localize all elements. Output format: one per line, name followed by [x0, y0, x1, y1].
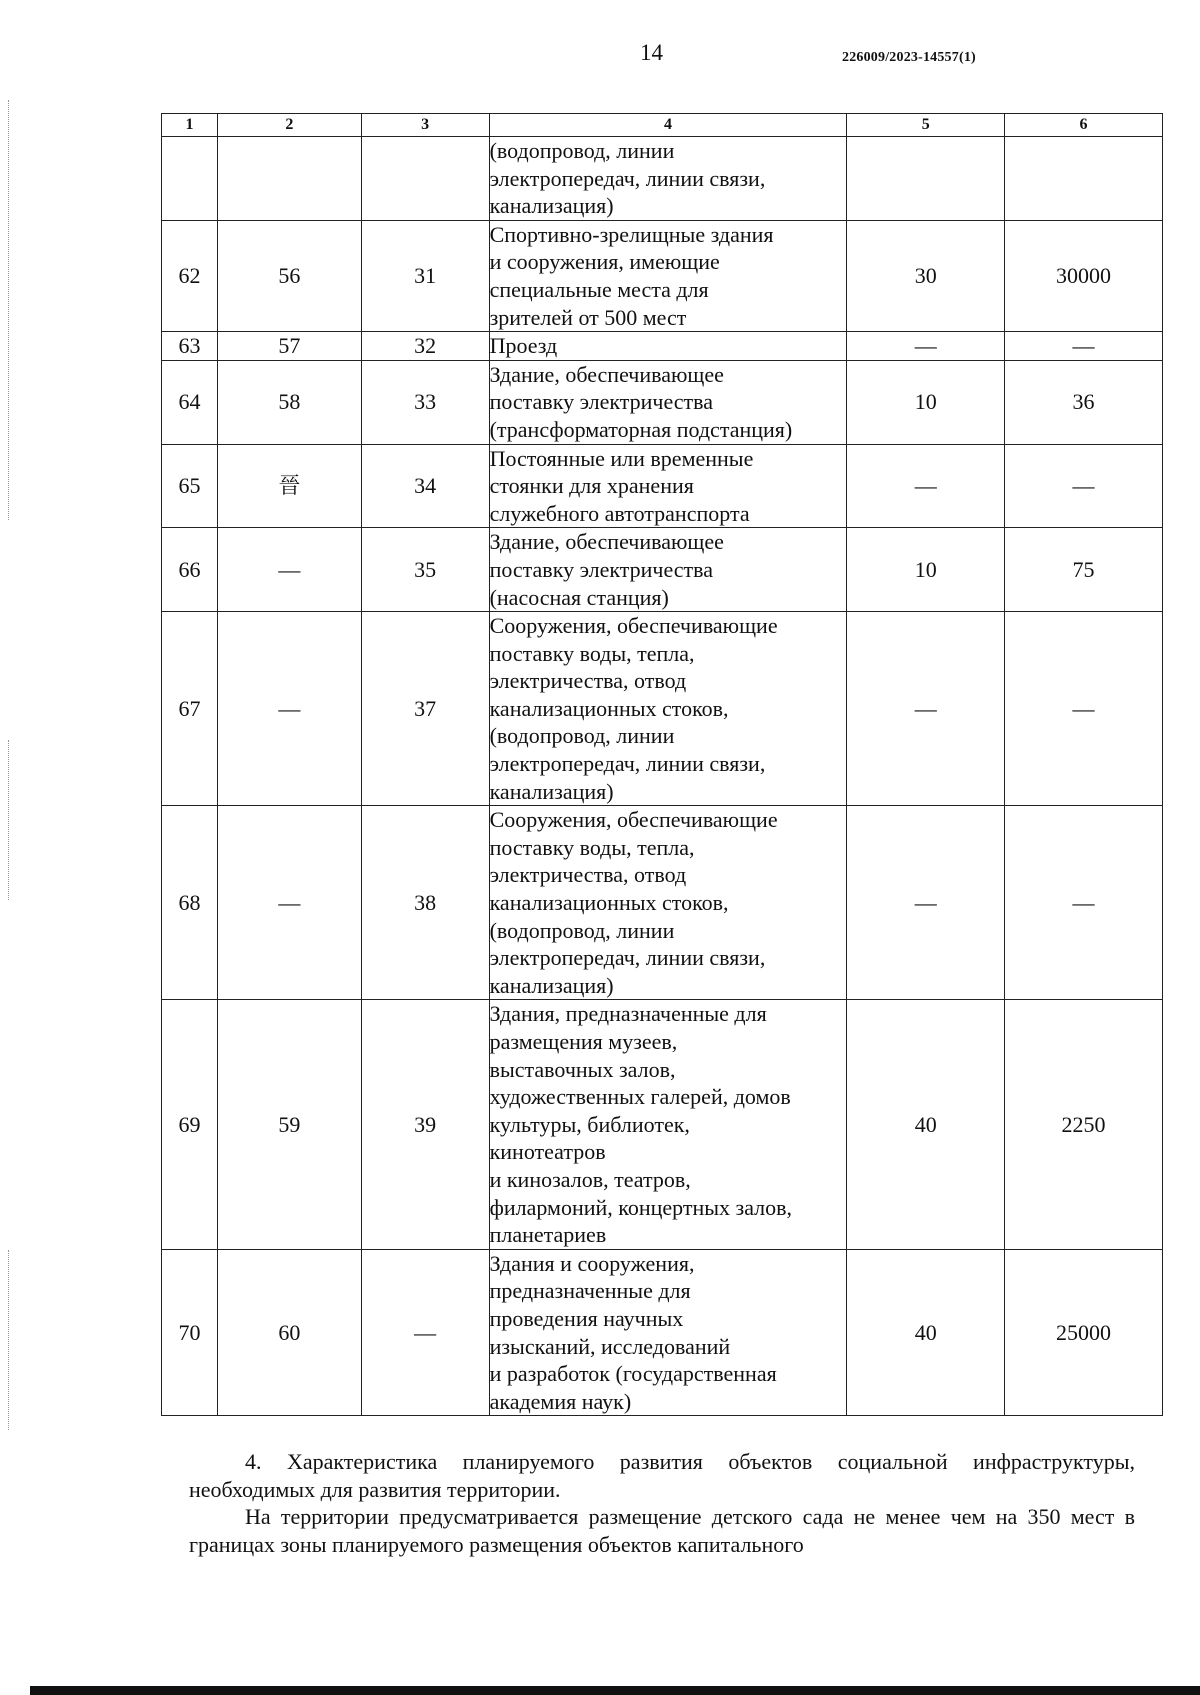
column-header: 2 [217, 114, 361, 137]
cell-object-number: 32 [361, 332, 489, 361]
page-number: 14 [640, 40, 663, 65]
cell-description: (водопровод, линии электропередач, линии связи, канализация) [489, 137, 847, 221]
cell-row-number: 69 [162, 1000, 218, 1249]
cell-object-number: 35 [361, 528, 489, 612]
cell-value-6: — [1005, 806, 1163, 1000]
cell-value-5: — [847, 806, 1005, 1000]
scan-edge-marks [8, 740, 11, 900]
cell-object-number: 37 [361, 612, 489, 806]
land-use-table [161, 113, 1163, 1416]
cell-description: Проезд [489, 332, 847, 361]
cell-zone-number: 晉 [217, 444, 361, 528]
table-row [162, 806, 1163, 1000]
cell-row-number: 63 [162, 332, 218, 361]
cell-description: Здание, обеспечивающее поставку электричества (трансформаторная подстанция) [489, 360, 847, 444]
cell-row-number: 64 [162, 360, 218, 444]
cell-row-number: 70 [162, 1249, 218, 1416]
cell-row-number: 67 [162, 612, 218, 806]
cell-value-6: 2250 [1005, 1000, 1163, 1249]
cell-value-5: 40 [847, 1249, 1005, 1416]
cell-object-number: 31 [361, 220, 489, 331]
cell-description: Постоянные или временные стоянки для хранения служебного автотранспорта [489, 444, 847, 528]
cell-description: Здание, обеспечивающее поставку электричества (насосная станция) [489, 528, 847, 612]
column-header: 4 [489, 114, 847, 137]
cell-row-number [162, 137, 218, 221]
table-header-row [162, 114, 1163, 137]
scan-edge-marks [8, 100, 11, 520]
column-header: 3 [361, 114, 489, 137]
cell-zone-number: 57 [217, 332, 361, 361]
column-header: 6 [1005, 114, 1163, 137]
cell-zone-number: — [217, 806, 361, 1000]
table-row [162, 220, 1163, 331]
scan-bottom-edge [30, 1686, 1200, 1695]
cell-value-6 [1005, 137, 1163, 221]
cell-value-6: — [1005, 444, 1163, 528]
section-heading-paragraph: 4. Характеристика планируемого развития объектов социальной инфраструктуры, необходимых для развития территории. [189, 1449, 1135, 1502]
cell-zone-number: — [217, 612, 361, 806]
cell-object-number [361, 137, 489, 221]
cell-zone-number: 60 [217, 1249, 361, 1416]
cell-object-number: 33 [361, 360, 489, 444]
cell-value-5: 10 [847, 528, 1005, 612]
table-row [162, 612, 1163, 806]
cell-value-6: — [1005, 332, 1163, 361]
cell-object-number: 34 [361, 444, 489, 528]
cell-zone-number: — [217, 528, 361, 612]
cell-value-6: 36 [1005, 360, 1163, 444]
cell-object-number: 39 [361, 1000, 489, 1249]
cell-row-number: 66 [162, 528, 218, 612]
cell-description: Здания и сооружения, предназначенные для проведения научных изысканий, исследований и разработок (государственная академия наук) [489, 1249, 847, 1416]
table-row [162, 528, 1163, 612]
cell-row-number: 68 [162, 806, 218, 1000]
body-paragraph: На территории предусматривается размещение детского сада не менее чем на 350 мест в границах зоны планируемого размещения объектов капитального [189, 1504, 1135, 1557]
table-row [162, 137, 1163, 221]
table-row [162, 1249, 1163, 1416]
cell-value-5: 10 [847, 360, 1005, 444]
cell-value-5: 40 [847, 1000, 1005, 1249]
cell-value-6: 30000 [1005, 220, 1163, 331]
cell-value-5: 30 [847, 220, 1005, 331]
scan-edge-marks [8, 1250, 11, 1430]
cell-value-5: — [847, 612, 1005, 806]
table-row [162, 360, 1163, 444]
column-header: 1 [162, 114, 218, 137]
column-header: 5 [847, 114, 1005, 137]
table-row [162, 1000, 1163, 1249]
cell-value-6: — [1005, 612, 1163, 806]
cell-value-6: 75 [1005, 528, 1163, 612]
cell-object-number: — [361, 1249, 489, 1416]
cell-value-6: 25000 [1005, 1249, 1163, 1416]
cell-value-5: — [847, 444, 1005, 528]
cell-zone-number [217, 137, 361, 221]
cell-row-number: 65 [162, 444, 218, 528]
cell-zone-number: 56 [217, 220, 361, 331]
cell-description: Спортивно-зрелищные здания и сооружения, имеющие специальные места для зрителей от 500 мест [489, 220, 847, 331]
cell-description: Сооружения, обеспечивающие поставку воды, тепла, электричества, отвод канализационных стоков, (водопровод, линии электропередач, линии связи, канализация) [489, 612, 847, 806]
document-id: 226009/2023-14557(1) [842, 50, 976, 65]
cell-description: Здания, предназначенные для размещения музеев, выставочных залов, художественных галерей, домов культуры, библиотек, кинотеатров и кинозалов, театров, филармоний, концертных залов, планетариев [489, 1000, 847, 1249]
cell-value-5 [847, 137, 1005, 221]
cell-value-5: — [847, 332, 1005, 361]
table-row [162, 444, 1163, 528]
cell-object-number: 38 [361, 806, 489, 1000]
cell-row-number: 62 [162, 220, 218, 331]
table-row [162, 332, 1163, 361]
cell-description: Сооружения, обеспечивающие поставку воды, тепла, электричества, отвод канализационных стоков, (водопровод, линии электропередач, линии связи, канализация) [489, 806, 847, 1000]
cell-zone-number: 59 [217, 1000, 361, 1249]
cell-zone-number: 58 [217, 360, 361, 444]
